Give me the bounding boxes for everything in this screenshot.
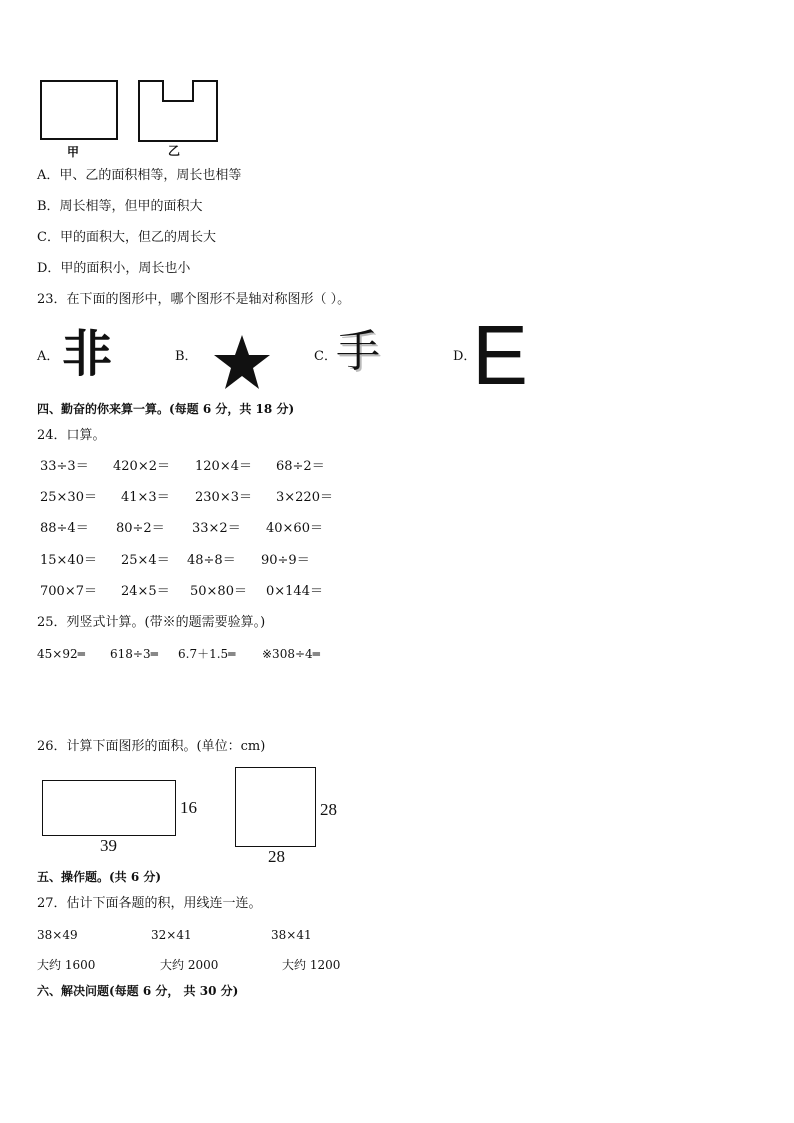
q26-rectangle <box>42 780 176 836</box>
q25-item-2: 618÷3═ <box>110 647 158 661</box>
q24-r2-c2: 41×3＝ <box>121 490 170 505</box>
q24-r3-c1: 88÷4＝ <box>40 521 89 536</box>
shape-yi-label: 乙 <box>168 144 181 158</box>
section-4-title: 四、勤奋的你来算一算。(每题 6 分，共 18 分) <box>37 402 295 416</box>
q24-r4-c2: 25×4＝ <box>121 553 170 568</box>
q26-rect-width-label: 39 <box>100 836 117 855</box>
q23-option-d-label: D． <box>453 349 477 364</box>
shape-yi-notched <box>137 79 219 143</box>
q23-question: 23．在下面的图形中，哪个图形不是轴对称图形（ ）。 <box>37 292 351 307</box>
q26-square-height-label: 28 <box>320 800 337 819</box>
q24-r1-c4: 68÷2＝ <box>276 459 325 474</box>
q22-option-a: A．甲、乙的面积相等，周长也相等 <box>37 168 242 183</box>
star-icon <box>212 334 272 390</box>
q24-r2-c4: 3×220＝ <box>276 490 333 505</box>
q24-r1-c2: 420×2＝ <box>113 459 170 474</box>
q22-option-c: C．甲的面积大，但乙的周长大 <box>37 230 216 245</box>
q27-title: 27．估计下面各题的积，用线连一连。 <box>37 896 262 911</box>
q27-estimate-2: 大约 2000 <box>160 958 219 972</box>
q24-r2-c1: 25×30＝ <box>40 490 97 505</box>
q27-product-1: 38×49 <box>37 928 78 942</box>
q24-r5-c4: 0×144＝ <box>266 584 323 599</box>
q27-estimate-1: 大约 1600 <box>37 958 96 972</box>
q24-r1-c3: 120×4＝ <box>195 459 252 474</box>
q25-title: 25．列竖式计算。(带※的题需要验算。) <box>37 615 266 630</box>
q24-r3-c3: 33×2＝ <box>192 521 241 536</box>
q22-option-b: B．周长相等，但甲的面积大 <box>37 199 203 214</box>
q23-option-b-label: B． <box>175 349 198 364</box>
q23-option-a-char: 非 <box>62 325 112 383</box>
q24-r4-c1: 15×40＝ <box>40 553 97 568</box>
q24-r4-c4: 90÷9＝ <box>261 553 310 568</box>
q24-r2-c3: 230×3＝ <box>195 490 252 505</box>
q23-option-a-label: A． <box>37 349 60 364</box>
q23-option-d-char: E <box>472 308 529 402</box>
q26-title: 26．计算下面图形的面积。(单位：cm) <box>37 739 266 754</box>
section-5-title: 五、操作题。(共 6 分) <box>37 870 162 884</box>
q23-option-c-label: C． <box>314 349 337 364</box>
q24-r5-c1: 700×7＝ <box>40 584 97 599</box>
q24-title: 24．口算。 <box>37 428 106 443</box>
q24-r5-c2: 24×5＝ <box>121 584 170 599</box>
section-6-title: 六、解决问题(每题 6 分， 共 30 分) <box>37 984 239 998</box>
q24-r4-c3: 48÷8＝ <box>187 553 236 568</box>
q24-r1-c1: 33÷3＝ <box>40 459 89 474</box>
q27-product-2: 32×41 <box>151 928 192 942</box>
q23-option-c-char: 手 <box>336 326 380 377</box>
shape-jia-label: 甲 <box>67 145 80 159</box>
q24-r3-c4: 40×60＝ <box>266 521 323 536</box>
q25-item-4: ※308÷4═ <box>262 647 320 661</box>
q25-item-3: 6.7＋1.5═ <box>178 647 236 661</box>
shape-jia-rectangle <box>40 80 118 140</box>
q27-estimate-3: 大约 1200 <box>282 958 341 972</box>
q26-square <box>235 767 316 847</box>
q25-item-1: 45×92═ <box>37 647 85 661</box>
q24-r3-c2: 80÷2＝ <box>116 521 165 536</box>
q24-r5-c3: 50×80＝ <box>190 584 247 599</box>
q27-product-3: 38×41 <box>271 928 312 942</box>
q22-option-d: D．甲的面积小，周长也小 <box>37 261 191 276</box>
q26-square-width-label: 28 <box>268 847 285 866</box>
q26-rect-height-label: 16 <box>180 798 197 817</box>
